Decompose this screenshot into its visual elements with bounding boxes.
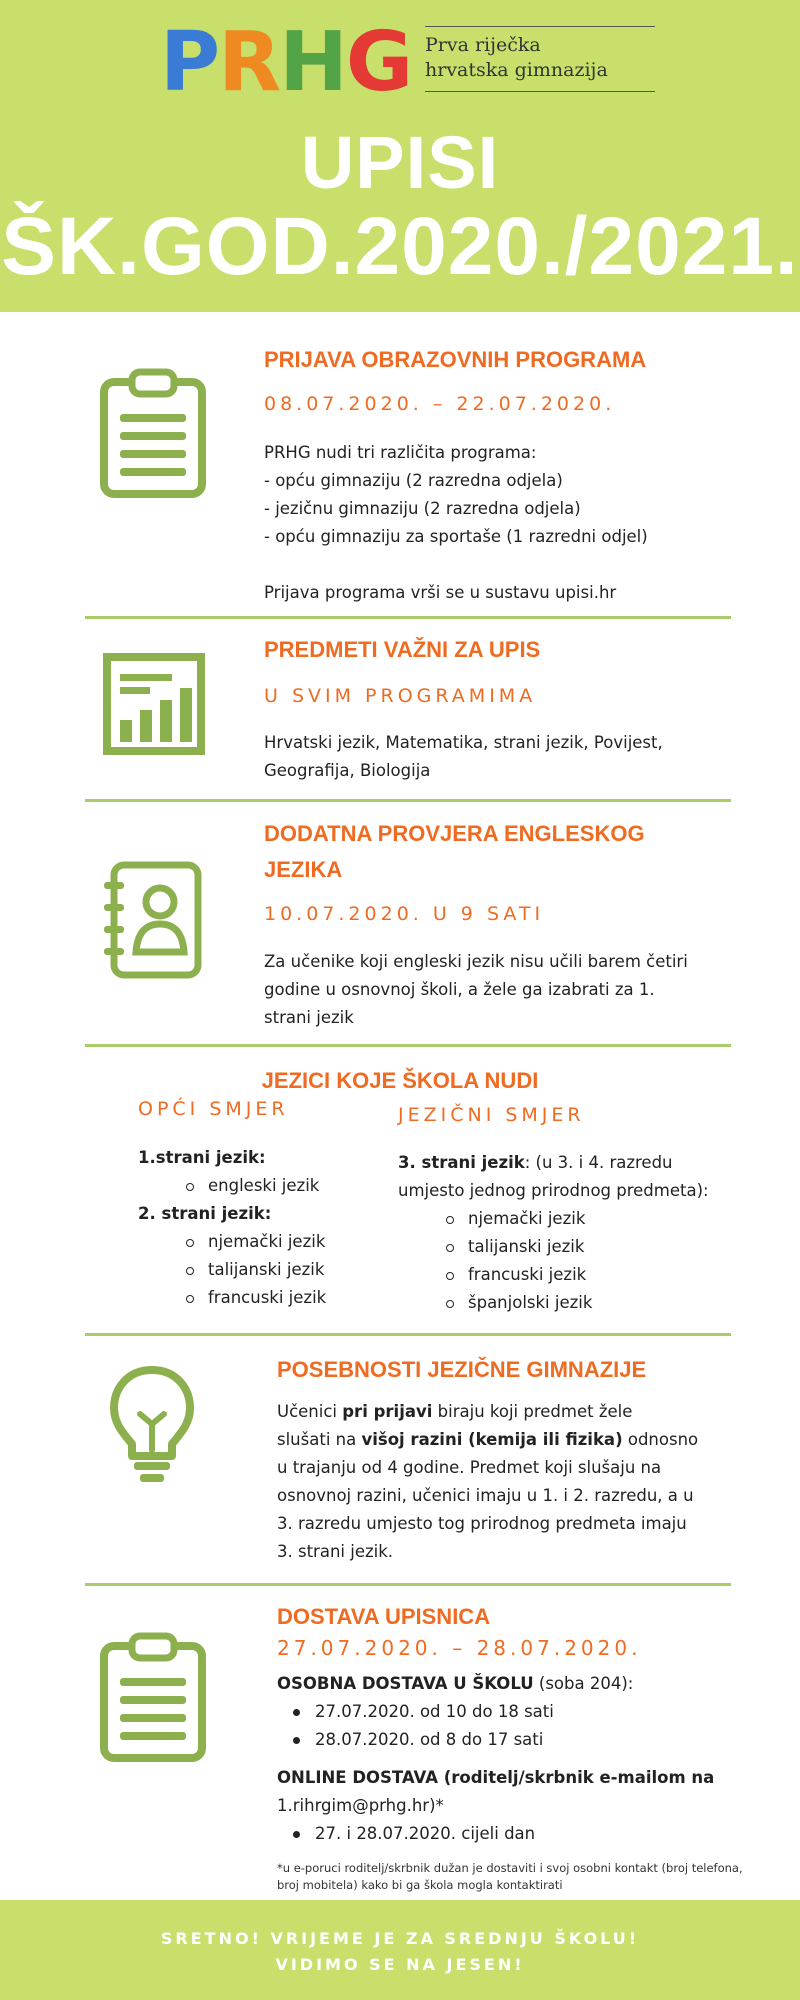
divider xyxy=(85,1583,731,1586)
footer-line1: SRETNO! VRIJEME JE ZA SREDNJU ŠKOLU! xyxy=(160,1929,640,1948)
list-item: 27.07.2020. od 10 do 18 sati xyxy=(293,1698,714,1726)
list-item: talijanski jezik xyxy=(446,1233,709,1261)
section-text-subjects: Hrvatski jezik, Matematika, strani jezik, Povijest, Geografija, Biologija xyxy=(264,733,663,780)
list-item: 28.07.2020. od 8 do 17 sati xyxy=(293,1726,714,1754)
divider xyxy=(85,1333,731,1336)
address-book-icon xyxy=(100,860,204,980)
special-title: POSEBNOSTI JEZIČNE GIMNAZIJE xyxy=(277,1357,647,1382)
prhg-logo: PRHG xyxy=(160,15,412,110)
section-text-english-test: Za učenike koji engleski jezik nisu učili barem četiri godine u osnovnoj školi, a žele ga izabrati za 1. strani jezik xyxy=(264,952,688,1027)
page-title-line2: ŠK.GOD.2020./2021. xyxy=(1,201,799,292)
section-text-programs: PRHG nudi tri različita programa: - opću gimnaziju (2 razredna odjela) - jezičnu gimnaziju (2 razredna odjela) - opću gimnaziju za sportaše (1 razredni odjel) Prijava programa vrši se u sustavu upisi.hr xyxy=(264,443,648,602)
footer-line2: VIDIMO SE NA JESEN! xyxy=(275,1955,525,1974)
clipboard-icon xyxy=(98,368,208,498)
list-item: engleski jezik xyxy=(186,1172,326,1200)
divider xyxy=(85,799,731,802)
delivery-note: *u e-poruci roditelj/skrbnik dužan je dostaviti i svoj osobni kontakt (broj telefona, broj mobitela) kako bi ga škola mogla kontaktirati xyxy=(277,1861,743,1892)
divider xyxy=(85,1044,731,1047)
lightbulb-icon xyxy=(108,1364,196,1488)
section-title-english-test: DODATNA PROVJERA ENGLESKOG JEZIKA xyxy=(264,821,645,882)
list-item: njemački jezik xyxy=(446,1205,709,1233)
section-sub-subjects: U SVIM PROGRAMIMA xyxy=(264,685,537,707)
languages-title: JEZICI KOJE ŠKOLA NUDI xyxy=(261,1068,539,1093)
list-item: talijanski jezik xyxy=(186,1256,326,1284)
delivery-title: DOSTAVA UPISNICA xyxy=(277,1604,491,1629)
section-date-english-test: 10.07.2020. U 9 SATI xyxy=(264,903,545,925)
list-item: njemački jezik xyxy=(186,1228,326,1256)
clipboard-icon xyxy=(98,1632,208,1762)
delivery-date: 27.07.2020. – 28.07.2020. xyxy=(277,1636,642,1660)
divider xyxy=(85,616,731,619)
language-track-heading: JEZIČNI SMJER xyxy=(398,1104,585,1126)
list-item: francuski jezik xyxy=(186,1284,326,1312)
header-banner xyxy=(0,0,800,312)
school-name: Prva riječka hrvatska gimnazija xyxy=(425,26,655,92)
page-title-line1: UPISI xyxy=(300,121,500,204)
special-text: Učenici pri prijavi biraju koji predmet žele slušati na višoj razini (kemija ili fizika) odnosno u trajanju od 4 godine. Predmet koji slušaju na osnovnoj razini, učenici imaju u 1. i 2. razredu, a u 3. razredu umjesto tog prirodnog predmeta imaju 3. strani jezik. xyxy=(277,1402,699,1561)
list-item: 27. i 28.07.2020. cijeli dan xyxy=(293,1820,714,1848)
delivery-text: OSOBNA DOSTAVA U ŠKOLU (soba 204): 27.07.2020. od 10 do 18 sati 28.07.2020. od 8 do 17 sati ONLINE DOSTAVA (roditelj/skrbnik e-mailom na 1.rihrgim@prhg.hr)* 27. i 28.07.2020. cijeli dan xyxy=(277,1670,714,1848)
list-item: francuski jezik xyxy=(446,1261,709,1289)
section-date-programs: 08.07.2020. – 22.07.2020. xyxy=(264,393,616,415)
footer-banner xyxy=(0,1900,800,2000)
bar-chart-icon xyxy=(102,652,206,756)
language-track-list: 3. strani jezik: (u 3. i 4. razredu umjesto jednog prirodnog predmeta): njemački jezik talijanski jezik francuski jezik španjolski jezik xyxy=(398,1149,709,1317)
general-track-heading: OPĆI SMJER xyxy=(138,1098,289,1120)
general-track-list: 1.strani jezik: engleski jezik 2. strani jezik: njemački jezik talijanski jezik francuski jezik xyxy=(138,1144,326,1312)
section-title-subjects: PREDMETI VAŽNI ZA UPIS xyxy=(264,637,541,662)
list-item: španjolski jezik xyxy=(446,1289,709,1317)
section-title-programs: PRIJAVA OBRAZOVNIH PROGRAMA xyxy=(264,347,647,372)
